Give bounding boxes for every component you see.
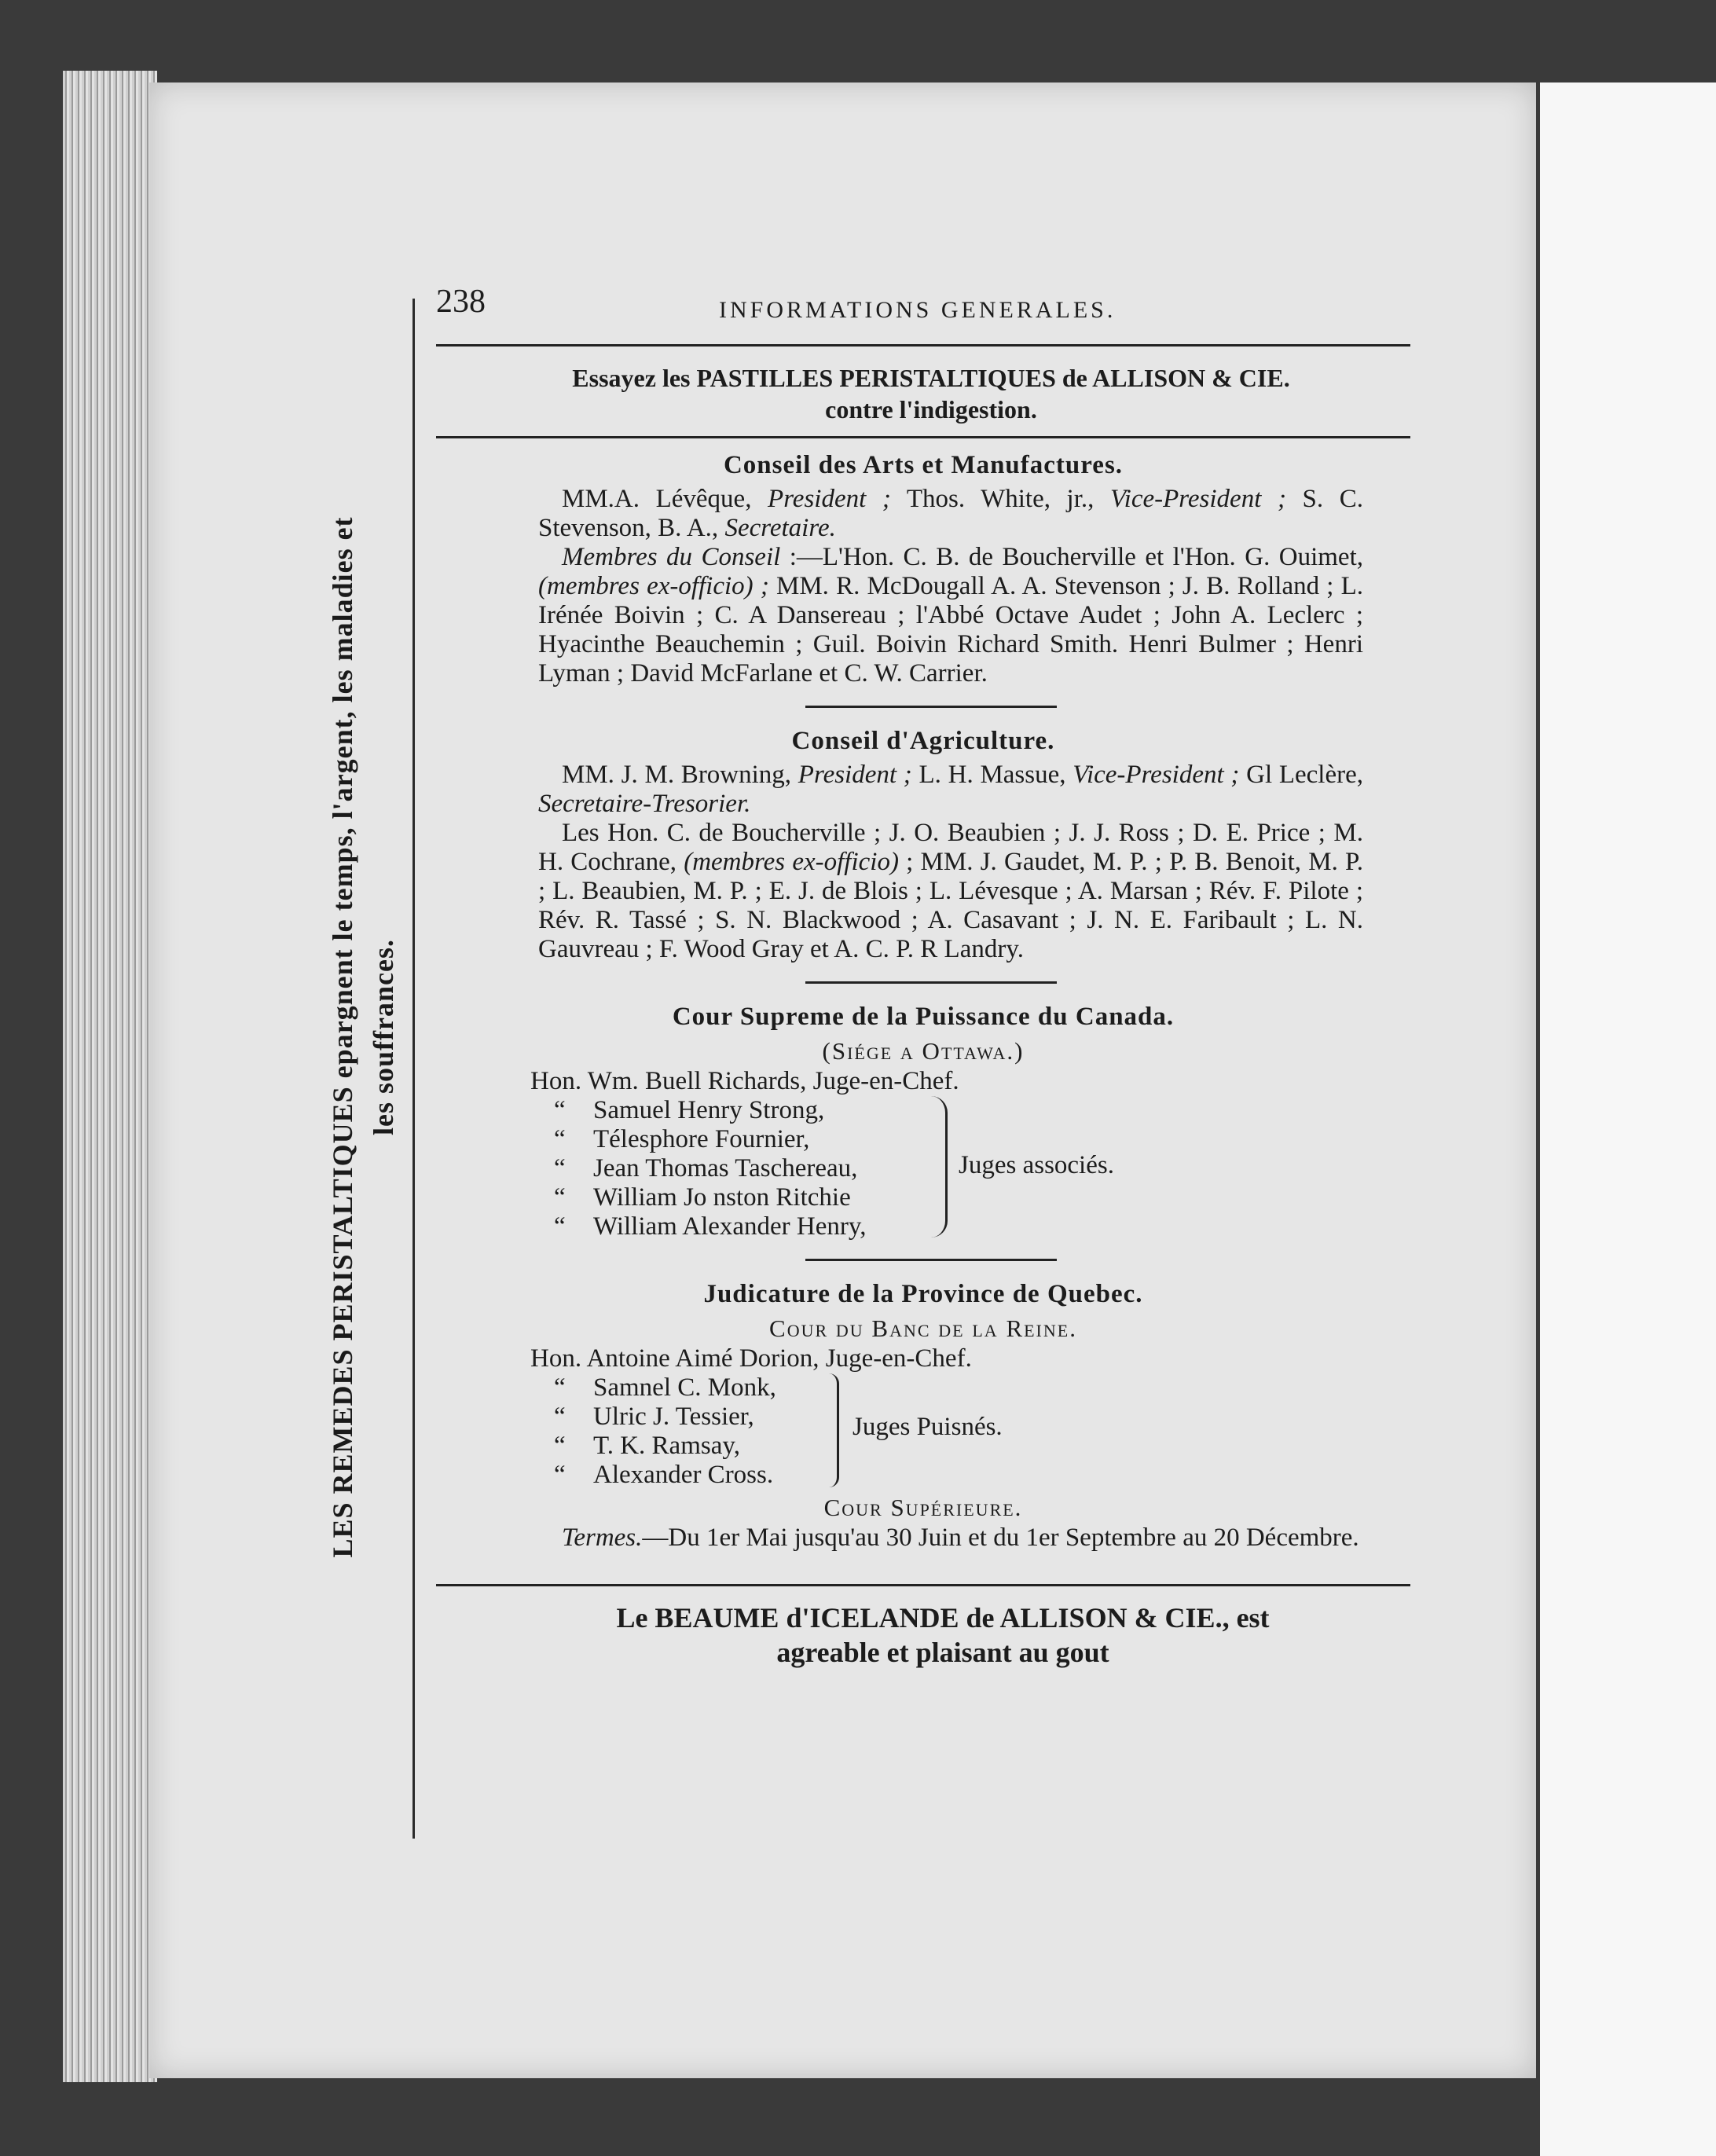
side-banner-line2: les souffrances. (368, 939, 399, 1135)
text-run: (membres ex-officio) (684, 848, 899, 876)
text-run: Secretaire-Tresorier. (538, 790, 751, 818)
judge-name: Télesphore Fournier, (593, 1125, 810, 1153)
judge-name: T. K. Ramsay, (593, 1432, 740, 1460)
text-run: S. C. Stevenson, B. A., (538, 485, 1363, 542)
text-run: Termes. (562, 1524, 643, 1552)
judge-name: Ulric J. Tessier, (593, 1402, 754, 1431)
judge-name: Jean Thomas Taschereau, (593, 1154, 858, 1182)
text-run: ; MM. J. Gaudet, M. P. ; P. B. Benoit, M. P. ; L. Beaubien, M. P. ; E. J. de Blois ; L. Lévesque ; A. Marsan ; Rév. F. Pilote ; Rév. R. Tassé ; S. N. Blackwood ; A. Casavant ; J. N. E. Faribault ; L. N. Gauvreau ; F. Wood Gray et A. C. P. R Landry. (538, 848, 1363, 963)
puisne-judges-group (538, 1373, 1410, 1491)
arts-members (538, 543, 1363, 688)
associate-judges-label: Juges associés. (959, 1151, 1114, 1179)
associate-judges-group (538, 1096, 1410, 1241)
judge-line (538, 1125, 1410, 1154)
judge-line (538, 1461, 1410, 1490)
judge-name: Samuel Henry Strong, (593, 1096, 825, 1124)
ditto-mark: “ (554, 1125, 566, 1153)
supreme-court-judges (530, 1067, 1410, 1241)
section-title-arts: Conseil des Arts et Manufactures. (723, 451, 1124, 479)
text-run: Vice-President ; (1109, 485, 1286, 513)
text-run: Gl Leclère, (1239, 761, 1364, 789)
bottom-advert-line1: Le BEAUME d'ICELANDE de ALLISON & CIE., est (616, 1602, 1270, 1634)
top-advert-line2: contre l'indigestion. (825, 395, 1037, 424)
ditto-mark: “ (554, 1432, 566, 1460)
ditto-mark: “ (554, 1373, 566, 1402)
section-title-supreme-court: Cour Supreme de la Puissance du Canada. (672, 1003, 1175, 1031)
ditto-mark: “ (554, 1461, 566, 1489)
bottom-advert-rule (436, 1584, 1410, 1586)
text-run: President ; (768, 485, 891, 513)
bottom-advert (475, 1600, 1410, 1670)
top-advert-rule (436, 436, 1410, 438)
curly-brace (829, 1373, 839, 1487)
section-separator (805, 1259, 1057, 1261)
text-run: MM. R. McDougall A. A. Stevenson ; J. B. Rolland ; L. Irénée Boivin ; C. A Dansereau ; l'Abbé Octave Audet ; John A. Leclerc ; Hyacinthe Beauchemin ; Guil. Boivin Richard Smith. Henri Bulmer ; Henri Lyman ; David McFarlane et C. W. Carrier. (538, 572, 1363, 688)
curly-brace (931, 1096, 948, 1238)
running-title: INFORMATIONS GENERALES. (719, 297, 1116, 323)
court-superior: Cour Supérieure. (823, 1494, 1023, 1521)
judge-line (538, 1373, 1410, 1402)
quebec-judges (530, 1344, 1410, 1491)
arts-officers (538, 485, 1363, 543)
text-run: Thos. White, jr., (890, 485, 1110, 513)
text-run: Vice-President ; (1072, 761, 1240, 789)
page-content (436, 283, 1410, 1670)
chief-justice: Hon. Wm. Buell Richards, Juge-en-Chef. (530, 1067, 959, 1095)
margin-rule (412, 299, 415, 1839)
judge-name: Samnel C. Monk, (593, 1373, 776, 1402)
side-banner-advert (322, 346, 409, 1729)
section-title-agriculture: Conseil d'Agriculture. (791, 727, 1055, 755)
court-terms (538, 1524, 1363, 1553)
text-run: MM. J. M. Browning, (562, 761, 798, 789)
ditto-mark: “ (554, 1402, 566, 1431)
court-queens-bench: Cour du Banc de la Reine. (769, 1314, 1077, 1342)
ditto-mark: “ (554, 1154, 566, 1182)
ditto-mark: “ (554, 1212, 566, 1241)
text-run: (membres ex-officio) ; (538, 572, 769, 600)
page-number: 238 (436, 284, 486, 320)
text-run: :—L'Hon. C. B. de Boucherville et l'Hon. G. Ouimet, (780, 543, 1363, 571)
chief-justice: Hon. Antoine Aimé Dorion, Juge-en-Chef. (530, 1344, 972, 1373)
text-run: MM.A. Lévêque, (562, 485, 768, 513)
text-run: Les Hon. C. de Boucherville ; J. O. Beaubien ; J. J. Ross ; D. E. Price ; M. H. Cochrane, (538, 819, 1363, 876)
text-run: L. H. Massue, (911, 761, 1073, 789)
header-rule (436, 344, 1410, 346)
supreme-court-seat: (Siége a Ottawa.) (822, 1037, 1025, 1065)
next-page-margin (1540, 82, 1716, 2156)
judge-line (538, 1183, 1410, 1212)
bottom-advert-line2: agreable et plaisant au gout (776, 1637, 1109, 1668)
section-title-quebec-judicature: Judicature de la Province de Quebec. (703, 1280, 1143, 1308)
book-page-edges (63, 71, 157, 2082)
page-header (436, 283, 1410, 330)
agri-members (538, 819, 1363, 964)
judge-name: Alexander Cross. (593, 1461, 774, 1489)
ditto-mark: “ (554, 1183, 566, 1212)
side-banner-line1: LES REMEDES PERISTALTIQUES epargnent le temps, l'argent, les maladies et (327, 516, 358, 1558)
judge-line (538, 1212, 1410, 1241)
text-run: —Du 1er Mai jusqu'au 30 Juin et du 1er Septembre au 20 Décembre. (642, 1524, 1359, 1552)
text-run: Membres du Conseil (562, 543, 781, 571)
section-separator (805, 981, 1057, 984)
top-advert-line1: Essayez les PASTILLES PERISTALTIQUES de ALLISON & CIE. (572, 364, 1290, 392)
section-separator (805, 706, 1057, 708)
puisne-judges-label: Juges Puisnés. (852, 1413, 1003, 1441)
judge-name: William Alexander Henry, (593, 1212, 867, 1241)
judge-name: William Jo nston Ritchie (593, 1183, 851, 1212)
text-run: Secretaire. (724, 514, 836, 542)
agri-officers (538, 761, 1363, 819)
top-advert (452, 362, 1410, 425)
text-run: President ; (798, 761, 912, 789)
ditto-mark: “ (554, 1096, 566, 1124)
judge-line (538, 1096, 1410, 1125)
